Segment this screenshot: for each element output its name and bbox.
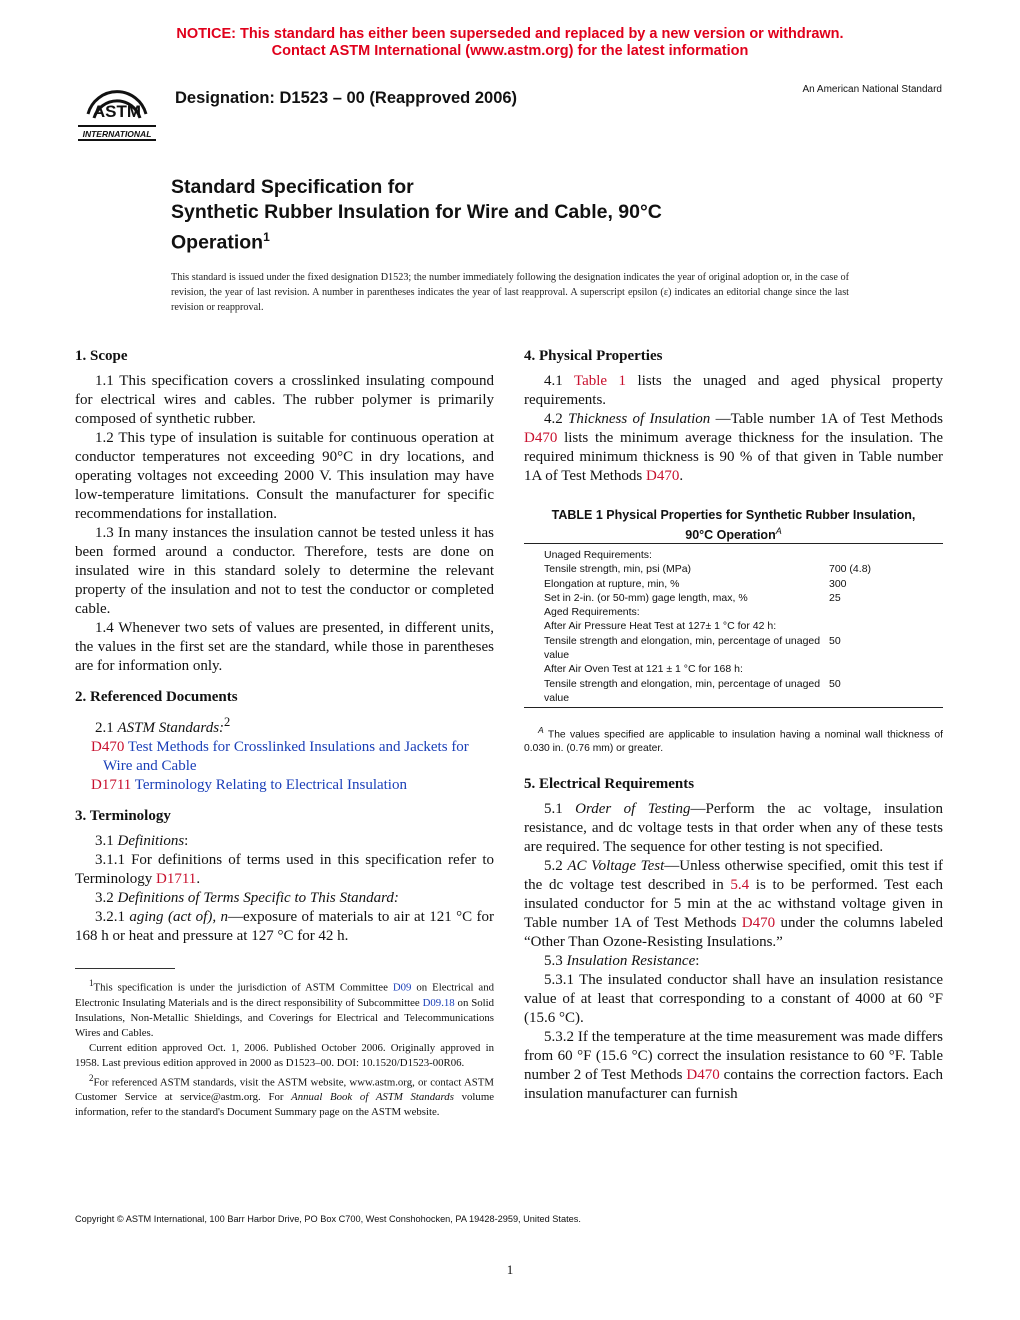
elec-p2-italic: AC Voltage Test [567,858,665,874]
table-cell-label: After Air Pressure Heat Test at 127± 1 °C for 42 h: [544,620,777,633]
right-column-top [524,347,943,486]
footnote-1-edition: Current edition approved Oct. 1, 2006. Published October 2006. Originally approved in 1958. Last previous edition approved in 2000 as D1523–00. DOI: 10.1520/D1523-00R06. [75,1041,494,1069]
term-p4-num: 3.2.1 [95,909,130,925]
ref-d1711-code[interactable]: D1711 [91,777,132,793]
scope-p1: 1.1 This specification covers a crosslinked insulating compound for electrical wires and cables. The rubber polymer is primarily composed of synthetic rubber. [75,373,494,427]
right-column-bottom [524,775,943,1104]
term-p3 [75,889,494,908]
scope-p2: 1.2 This type of insulation is suitable for continuous operation at conductor temperatures not exceeding 90°C in dry locations, and operating voltages not exceeding 2000 V. This insulation may have low-temperature limitations. Consult the manufacturer for specific recommendations for installation. [75,430,494,522]
fn1-mark: 1 [89,978,94,988]
table-cell-value: 50 [829,634,841,647]
fn1-link-d09[interactable]: D09 [392,981,412,994]
fn1-a: This specification is under the jurisdiction of ASTM Committee [93,981,393,994]
phys-p2-a: —Table number 1A of Test Methods [710,411,943,427]
term-p1-num: 3.1 [95,833,118,849]
fn2-mark: 2 [89,1072,94,1083]
elec-p3-italic: Insulation Resistance [566,953,696,969]
table-cell-label: Set in 2-in. (or 50-mm) gage length, max, % [544,591,748,604]
table1 [524,543,943,708]
fn1-link-d0918[interactable]: D09.18 [422,996,455,1009]
supersession-notice [0,26,1020,60]
table-cell-value: 25 [829,591,841,604]
fn2-b: volume information, refer to the standard's Document Summary page on the ASTM website. [75,1091,495,1119]
elec-p1 [524,800,943,857]
phys-p2-link-d470-2[interactable]: D470 [646,468,680,484]
phys-p2-b: lists the minimum average thickness for the insulation. The required minimum thickness is 90 % of that given in Table number 1A of Test Methods [524,430,943,484]
phys-p1-num: 4.1 [544,373,574,389]
phys-p1-text: lists the unaged and aged physical property requirements. [524,373,943,408]
table-cell-value: 700 (4.8) [829,563,872,576]
phys-p1-link-table1[interactable]: Table 1 [573,373,627,389]
term-p4 [75,908,494,946]
scope-p4: 1.4 Whenever two sets of values are presented, in different units, the values in the first set are the standard, while those in parentheses are for information only. [75,620,494,674]
table-row [524,591,943,605]
table-row [524,577,943,591]
term-p1-italic: Definitions [117,833,185,849]
page-number: 1 [506,1262,514,1277]
elec-p4: 5.3.1 The insulated conductor shall have an insulation resistance value of at least that corresponding to a constant of 4000 at 60 °F (15.6 °C). [524,972,943,1026]
physical-p1 [524,372,943,410]
elec-p2-link-d470[interactable]: D470 [741,915,776,931]
elec-p2-a: —Unless otherwise specified, omit this test if the dc voltage test described in [524,858,943,893]
document-title [171,175,871,256]
elec-p5-b: contains the correction factors. Each insulation manufacturer can furnish [524,1067,944,1102]
term-p1-suffix: : [184,833,189,849]
logo-subtitle: INTERNATIONAL [82,129,152,139]
ref-d470-code[interactable]: D470 [91,739,125,755]
elec-p2-link-5-4[interactable]: 5.4 [730,877,750,893]
table1-caption [524,507,943,543]
table-cell-label: Unaged Requirements: [544,549,652,561]
table-row [524,677,943,706]
elec-p2 [524,857,943,952]
physical-heading: 4. Physical Properties [524,348,663,364]
elec-p1-text: —Perform the ac voltage, insulation resistance, and dc voltage tests in that order when any of these tests are required. The sequence for other testing is not specified. [524,801,943,855]
term-p3-num: 3.2 [95,890,118,906]
refdocs-p1 [75,713,494,738]
table-cell-value [829,605,939,619]
refdocs-p1-italic: ASTM Standards: [117,720,225,736]
table1-footnote-text: The values specified are applicable to insulation having a nominal wall thickness of 0.030 in. (0.76 mm) or greater. [524,729,943,755]
phys-p2-italic: Thickness of Insulation [568,411,711,427]
table1-footnote-mark: A [538,725,544,735]
elec-p3-suffix: : [695,953,700,969]
term-p4-text: —exposure of materials to air at 121 °C for 168 h or heat and pressure at 127 °C for 42 h. [75,909,494,944]
preamble: This standard is issued under the fixed designation D1523; the number immediately following the designation indicates the year of original adoption or, in the case of revision, the year of last revision. A number in parentheses indicates the year of last reapproval. A superscript epsilon (ε) indicates an editorial change since the last revision or reapproval. [171,272,849,313]
term-p1 [75,832,494,851]
elec-p3 [524,952,943,971]
table-row [524,605,943,619]
table-row [524,619,943,633]
term-p2-link[interactable]: D1711 [156,871,197,887]
table-row [524,634,943,663]
footnotes [75,976,494,1120]
term-p4-italic: aging (act of), n [129,909,228,925]
fn1-c: on Solid Insulations, Non-Metallic Shieldings, and Coverings for Electrical and Telecommunications Wires and Cables. [75,996,494,1039]
ref-d470-title[interactable]: Test Methods for Crosslinked Insulations and Jackets for Wire and Cable [103,739,469,774]
table-cell-value [829,548,939,562]
fn2-italic: Annual Book of ASTM Standards [291,1091,454,1104]
elec-p5 [524,1028,943,1104]
refdocs-p1-num: 2.1 [95,720,118,736]
scope-p3: 1.3 In many instances the insulation cannot be tested unless it has been formed around a conductor. Therefore, tests are done on insulated wire in this standard solely to determine the relevant property of the insulation and not to test the conductor or completed cable. [75,525,494,617]
table-cell-label: Elongation at rupture, min, % [544,577,680,590]
american-national-standard: An American National Standard [802,84,942,95]
table-cell-value: 50 [829,677,841,690]
logo-mark-text: ASTM [92,102,142,121]
fn1-b: on Electrical and Electronic Insulating Materials and is the direct responsibility of Subcommittee [75,981,494,1009]
elec-p2-c: under the columns labeled “Other Than Ozone-Resisting Insulations.” [524,915,943,950]
table1-caption-line1: TABLE 1 Physical Properties for Synthetic Rubber Insulation, [551,508,916,522]
elec-p3-num: 5.3 [544,953,567,969]
ref-d1711-title[interactable]: Terminology Relating to Electrical Insulation [134,777,407,793]
phys-p2-num: 4.2 [544,411,569,427]
table-row [524,548,943,562]
elec-p1-num: 5.1 [544,801,576,817]
term-p2 [75,851,494,889]
table-cell-label: Tensile strength and elongation, min, percentage of unaged value [544,677,821,704]
table1-caption-sup: A [775,526,782,536]
table1-footnote [524,723,943,756]
footnote-divider [75,968,175,969]
table-cell-value: 300 [829,577,847,590]
notice-line-2: Contact ASTM International (www.astm.org) for the latest information [271,43,749,59]
phys-p2-link-d470-1[interactable]: D470 [524,430,558,446]
term-p3-italic: Definitions of Terms Specific to This Standard: [117,890,399,906]
phys-p2-c: . [679,468,684,484]
refdocs-p1-sup: 2 [224,715,231,729]
title-line-3: Operation [171,231,264,254]
table1-caption-line2: 90°C Operation [685,528,776,543]
title-line-1: Standard Specification for [171,176,414,198]
scope-heading: 1. Scope [75,348,128,364]
copyright: Copyright © ASTM International, 100 Barr Harbor Drive, PO Box C700, West Conshohocken, PA 19428-2959, United States. [75,1214,581,1224]
elec-p5-a: 5.3.2 If the temperature at the time measurement was made differs from 60 °F (15.6 °C) correct the insulation resistance to 60 °F. Table number 2 of Test Methods [524,1029,943,1083]
electrical-heading: 5. Electrical Requirements [524,776,695,792]
term-p2-text: 3.1.1 For definitions of terms used in this specification refer to Terminology [75,852,494,887]
designation: Designation: D1523 – 00 (Reapproved 2006) [175,89,518,107]
term-p2-end: . [196,871,201,887]
table-cell-label: After Air Oven Test at 121 ± 1 °C for 168 h: [544,663,743,676]
table-cell-label: Tensile strength, min, psi (MPa) [544,563,692,576]
elec-p5-link-d470[interactable]: D470 [686,1067,720,1083]
title-footnote-mark: 1 [263,230,270,244]
table-cell-value [829,662,939,676]
title-line-2: Synthetic Rubber Insulation for Wire and Cable, 90°C [171,201,662,223]
footnote-2 [75,1071,494,1121]
ref-d1711[interactable] [75,776,494,795]
elec-p2-num: 5.2 [544,858,568,874]
refdocs-heading: 2. Referenced Documents [75,689,238,705]
table-row [524,662,943,676]
physical-p2 [524,410,943,486]
fn2-a: For referenced ASTM standards, visit the ASTM website, www.astm.org, or contact ASTM Customer Service at service@astm.org. For [75,1076,494,1104]
table-cell-value [829,619,939,633]
table-row [524,562,943,576]
terminology-heading: 3. Terminology [75,808,171,824]
ref-d470[interactable] [75,738,494,776]
elec-p2-b: is to be performed. Test each insulated conductor for 5 min at the ac withstand voltage given in Table number 1A of Test Methods [524,877,944,931]
notice-line-1: NOTICE: This standard has either been superseded and replaced by a new version or withdrawn. [176,26,844,42]
table-cell-label: Tensile strength and elongation, min, percentage of unaged value [544,634,821,662]
astm-logo [74,74,160,148]
elec-p1-italic: Order of Testing [575,801,691,817]
left-column [75,347,494,946]
footnote-1 [75,976,494,1041]
table-cell-label: Aged Requirements: [544,606,640,619]
